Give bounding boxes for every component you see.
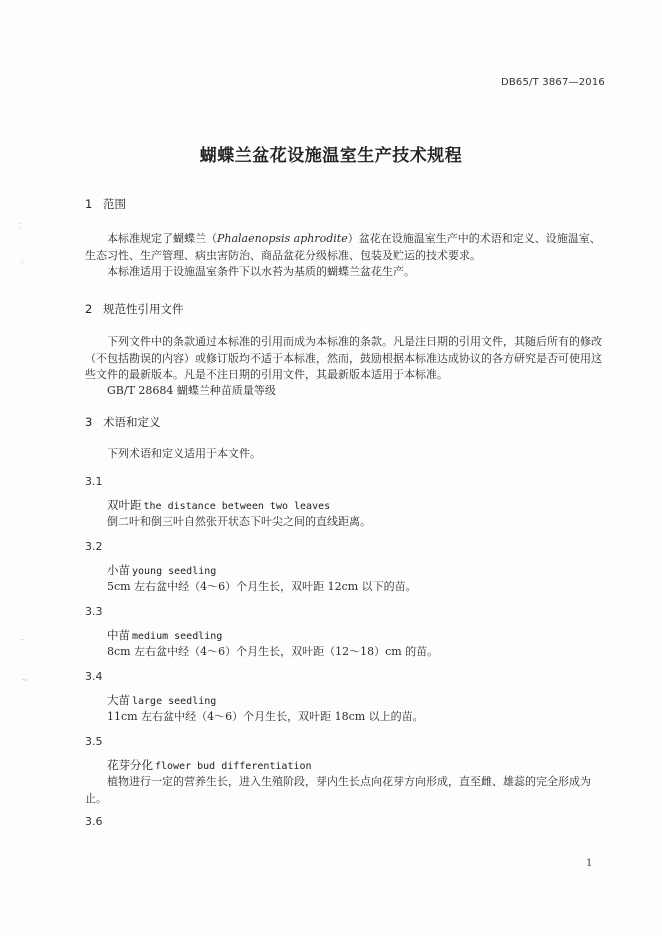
scan-speck: ·· bbox=[20, 636, 25, 644]
scope-paragraph-2: 本标准适用于设施温室条件下以水苔为基质的蝴蝶兰盆花生产。 bbox=[107, 265, 415, 278]
term-definition: 8cm 左右盆中经（4～6）个月生长，双叶距（12～18）cm 的苗。 bbox=[107, 645, 439, 658]
section-title: 范围 bbox=[103, 197, 126, 211]
term-entry bbox=[107, 562, 216, 578]
references-paragraph: 下列文件中的条款通过本标准的引用而成为本标准的条款。凡是注日期的引用文件，其随后所有的修改（不包括勘误的内容）或修订版均不适于本标准，然而，鼓励根据本标准达成协议的各方研究是否可使用这些文件的最新版本。凡是不注日期的引用文件，其最新版本适用于本标准。 bbox=[85, 335, 602, 381]
section-heading-terms bbox=[85, 414, 161, 430]
scientific-name: Phalaenopsis aphrodite bbox=[217, 232, 348, 245]
scope-paragraph-1: 本标准规定了蝴蝶兰（Phalaenopsis aphrodite）盆花在设施温室生产中的术语和定义、设施温室、生态习性、生产管理、病虫害防治、商品盆花分级标准、包装及贮运的技术要求。 bbox=[85, 232, 601, 262]
term-chinese: 中苗 bbox=[107, 628, 130, 642]
page-number: 1 bbox=[586, 858, 593, 869]
term-entry bbox=[107, 692, 216, 708]
term-definition: 倒二叶和倒三叶自然张开状态下叶尖之间的直线距离。 bbox=[107, 515, 371, 528]
scan-speck: ∴ bbox=[20, 258, 25, 266]
section-number: 2 bbox=[85, 302, 93, 316]
term-chinese: 花芽分化 bbox=[107, 758, 153, 772]
section-heading-scope bbox=[85, 196, 126, 212]
document-number: DB65/T 3867—2016 bbox=[500, 77, 605, 88]
section-number: 1 bbox=[85, 197, 93, 211]
page-title: 蝴蝶兰盆花设施温室生产技术规程 bbox=[199, 146, 463, 166]
clause-number: 3.1 bbox=[85, 475, 103, 488]
scan-speck: ·‹ bbox=[22, 676, 28, 684]
scan-speck: ⁚ bbox=[18, 222, 21, 230]
term-english: flower bud differentiation bbox=[155, 761, 312, 772]
section-number: 3 bbox=[85, 415, 93, 429]
term-english: young seedling bbox=[132, 566, 217, 577]
term-chinese: 双叶距 bbox=[107, 498, 142, 512]
clause-number: 3.5 bbox=[85, 735, 103, 748]
clause-number: 3.3 bbox=[85, 605, 103, 618]
term-entry bbox=[107, 627, 222, 643]
clause-number: 3.2 bbox=[85, 540, 103, 553]
reference-item: GB/T 28684 蝴蝶兰种苗质量等级 bbox=[107, 384, 276, 397]
clause-number: 3.4 bbox=[85, 670, 103, 683]
term-definition: 植物进行一定的营养生长，进入生殖阶段，芽内生长点向花芽方向形成，直至雌、雄蕊的完全形成为止。 bbox=[85, 775, 591, 805]
section-heading-normative-references bbox=[85, 301, 184, 317]
term-definition: 11cm 左右盆中经（4～6）个月生长，双叶距 18cm 以上的苗。 bbox=[107, 710, 424, 723]
term-english: medium seedling bbox=[132, 631, 223, 642]
term-definition: 5cm 左右盆中经（4～6）个月生长，双叶距 12cm 以下的苗。 bbox=[107, 580, 417, 593]
section-title: 规范性引用文件 bbox=[103, 302, 184, 316]
term-english: the distance between two leaves bbox=[143, 501, 331, 512]
section-title: 术语和定义 bbox=[103, 415, 161, 429]
clause-number: 3.6 bbox=[85, 815, 103, 828]
term-entry bbox=[107, 497, 330, 513]
terms-intro: 下列术语和定义适用于本文件。 bbox=[107, 447, 261, 460]
term-entry bbox=[107, 757, 312, 773]
term-chinese: 大苗 bbox=[107, 693, 130, 707]
term-english: large seedling bbox=[132, 696, 217, 707]
term-chinese: 小苗 bbox=[107, 563, 130, 577]
